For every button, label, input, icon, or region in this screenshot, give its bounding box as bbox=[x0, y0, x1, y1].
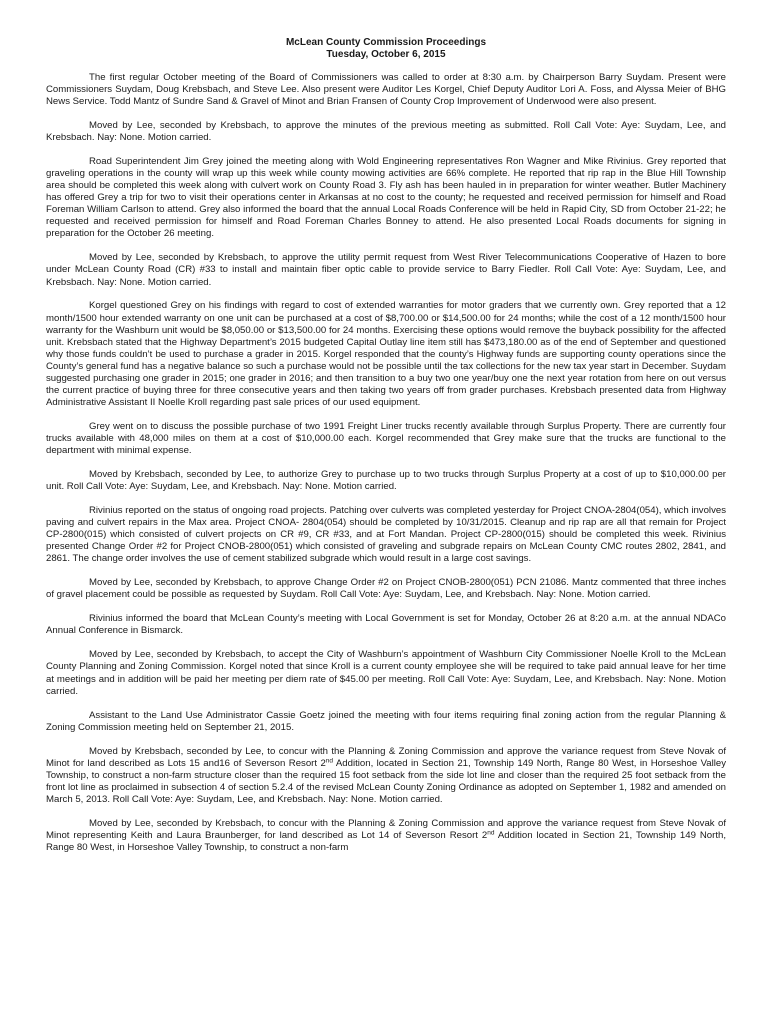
meeting-date: Tuesday, October 6, 2015 bbox=[326, 49, 446, 61]
document-header bbox=[46, 37, 726, 62]
ordinal-suffix: nd bbox=[325, 757, 334, 765]
paragraph-variance-novak bbox=[46, 746, 726, 806]
document-title: McLean County Commission Proceedings bbox=[285, 37, 487, 48]
paragraph-truck-purchase-motion: Moved by Krebsbach, seconded by Lee, to authorize Grey to purchase up to two trucks through Surplus Property at a cost of up to $10,000.00 per unit. Roll Call Vote: Aye: Suydam, Lee, and Krebsbach. Nay: None. Motion carried. bbox=[46, 469, 726, 493]
variance-text-start: Moved by Lee, seconded by Krebsbach, to concur with the Planning & Zoning Commission and approve the variance request from Steve Novak of Minot representing Keith and Laura Braunberger, for land described as Lot 14 of Severson Resort 2 bbox=[46, 817, 726, 841]
paragraph-zoning-items: Assistant to the Land Use Administrator Cassie Goetz joined the meeting with four items requiring final zoning action from the regular Planning & Zoning Commission meeting held on September 21, 2015. bbox=[46, 709, 726, 733]
variance-text-end: Addition located in Section 21, Township 149 North, Range 80 West, in Horseshoe Valley Township, to construct a non-farm bbox=[46, 829, 726, 853]
variance-text-start: Moved by Krebsbach, seconded by Lee, to concur with the Planning & Zoning Commission and approve the variance request from Steve Novak of Minot for land described as Lots 15 and16 of Severson Resort 2 bbox=[46, 745, 726, 769]
paragraph-road-report: Road Superintendent Jim Grey joined the meeting along with Wold Engineering representatives Ron Wagner and Mike Rivinius. Grey reported that graveling operations in the county will wrap up this week while county mowing activities are 66% complete. He reported that rip rap in the Blue Hill Township area should be completed this week along with culvert work on County Road 3. Fly ash has been hauled in in preparation for winter weather. Butler Machinery has offered Grey a trip for two to visit their operations center in Arkansas at no cost to the county; he requested and received permission for himself and Road Foreman William Carlson to attend. Grey also informed the board that the annual Local Roads Conference will be held in Rapid City, SD from October 21-22; he requested and received permission for himself and Road Foreman Charles Bonney to attend. He also presented Local Roads documents for signing in preparation for the October 26 meeting. bbox=[46, 155, 726, 240]
paragraph-call-to-order: The first regular October meeting of the Board of Commissioners was called to order at 8:30 a.m. by Chairperson Barry Suydam. Present were Commissioners Suydam, Doug Krebsbach, and Steve Lee. Also present were Auditor Les Korgel, Chief Deputy Auditor Lori A. Foss, and Alyssa Meier of BHG News Service. Todd Mantz of Sundre Sand & Gravel of Minot and Brian Fransen of County Crop Improvement of Underwood were also present. bbox=[46, 71, 726, 107]
paragraph-truck-purchase-discussion: Grey went on to discuss the possible purchase of two 1991 Freight Liner trucks recently available through Surplus Property. There are currently four trucks available with 48,000 miles on them at a cost of $10,000.00 each. Korgel recommended that Grey make sure that the trucks are functional to the department with minimal expense. bbox=[46, 421, 726, 457]
paragraph-warranty-discussion: Korgel questioned Grey on his findings with regard to cost of extended warranties for motor graders that we currently own. Grey reported that a 12 month/1500 hour extended warranty on one unit can be purchased at a cost of $8,700.00 or $14,500.00 for 24 months; while the cost of a 12 month/1500 hour warranty for the Washburn unit would be $8,050.00 or $13,500.00 for 24 months. Exercising these options would remove the buyback possibility for the affected unit. Krebsbach stated that the Highway Department’s 2015 budgeted Capital Outlay line item still has $473,180.00 as of the end of September and questioned why those funds couldn’t be used to purchase a grader in 2015. Korgel responded that the county’s Highway funds are supporting county operations since the County’s general fund has a negative balance so such a purchase would not be possible until the tax collections for the new tax year start in December. Suydam suggested purchasing one grader in 2015; one grader in 2016; and then transition to a buy two one year/buy one the next year rotation from here on out versus the current practice of buying three for three consecutive years and then taking two years off from grader purchases. Krebsbach presented data from Highway Administrative Assistant II Noelle Kroll regarding past sale prices of our used equipment. bbox=[46, 300, 726, 409]
paragraph-local-government-meeting: Rivinius informed the board that McLean County’s meeting with Local Government is set for Monday, October 26 at 8:20 a.m. at the annual NDACo Annual Conference in Bismarck. bbox=[46, 613, 726, 637]
variance-text-end: Addition, located in Section 21, Township 149 North, Range 80 West, in Horseshoe Valley Township, to construct a non-farm structure closer than the required 15 foot setback from the side lot line and closer than the required 25 foot setback from the front lot line as proclaimed in subsection 4 of section 5.2.4 of the revised McLean County Zoning Ordinance as adopted on September 1, 1982 and amended on March 5, 2013. Roll Call Vote: Aye: Suydam, Lee, and Krebsbach. Nay: None. Motion carried. bbox=[46, 757, 726, 805]
ordinal-suffix: nd bbox=[487, 829, 495, 837]
paragraph-variance-braunberger bbox=[46, 818, 726, 854]
paragraph-road-projects: Rivinius reported on the status of ongoing road projects. Patching over culverts was completed yesterday for Project CNOA-2804(054), which involves paving and culvert repairs in the Max area. Project CNOA- 2804(054) should be completed by 10/31/2015. Cleanup and rip rap are all that remain for Project CP-2800(015) which consisted of culvert projects on CR #9, CR #33, and at Fort Mandan. Project CP-2800(015) should be completed this week. Rivinius presented Change Order #2 for Project CNOB-2800(051) which consisted of graveling and subgrade repairs on McLean County CMC routes 2802, 2841, and 2861. The change order involves the use of cement stabilized subgrade which would result in a large cost savings. bbox=[46, 505, 726, 565]
paragraph-approve-minutes: Moved by Lee, seconded by Krebsbach, to approve the minutes of the previous meeting as submitted. Roll Call Vote: Aye: Suydam, Lee, and Krebsbach. Nay: None. Motion carried. bbox=[46, 119, 726, 143]
paragraph-change-order-motion: Moved by Lee, seconded by Krebsbach, to approve Change Order #2 on Project CNOB-2800(051) PCN 21086. Mantz commented that three inches of gravel placement could be possible as requested by Suydam. Roll Call Vote: Aye: Suydam, Lee, and Krebsbach. Nay: None. Motion carried. bbox=[46, 577, 726, 601]
document-page bbox=[46, 37, 726, 866]
paragraph-utility-permit: Moved by Lee, seconded by Krebsbach, to approve the utility permit request from West River Telecommunications Cooperative of Hazen to bore under McLean County Road (CR) #33 to install and maintain fiber optic cable to provide service to Barry Fiedler. Roll Call Vote: Aye: Suydam, Lee, and Krebsbach. Nay: None. Motion carried. bbox=[46, 252, 726, 288]
paragraph-planning-appointment: Moved by Lee, seconded by Krebsbach, to accept the City of Washburn’s appointment of Washburn City Commissioner Noelle Kroll to the McLean County Planning and Zoning Commission. Korgel noted that since Kroll is a current county employee she will be required to take paid annual leave for her time at meetings and in addition will be paid her meeting per diem rate of $45.00 per meeting. Roll Call Vote: Aye: Suydam, Lee, and Krebsbach. Nay: None. Motion carried. bbox=[46, 649, 726, 697]
